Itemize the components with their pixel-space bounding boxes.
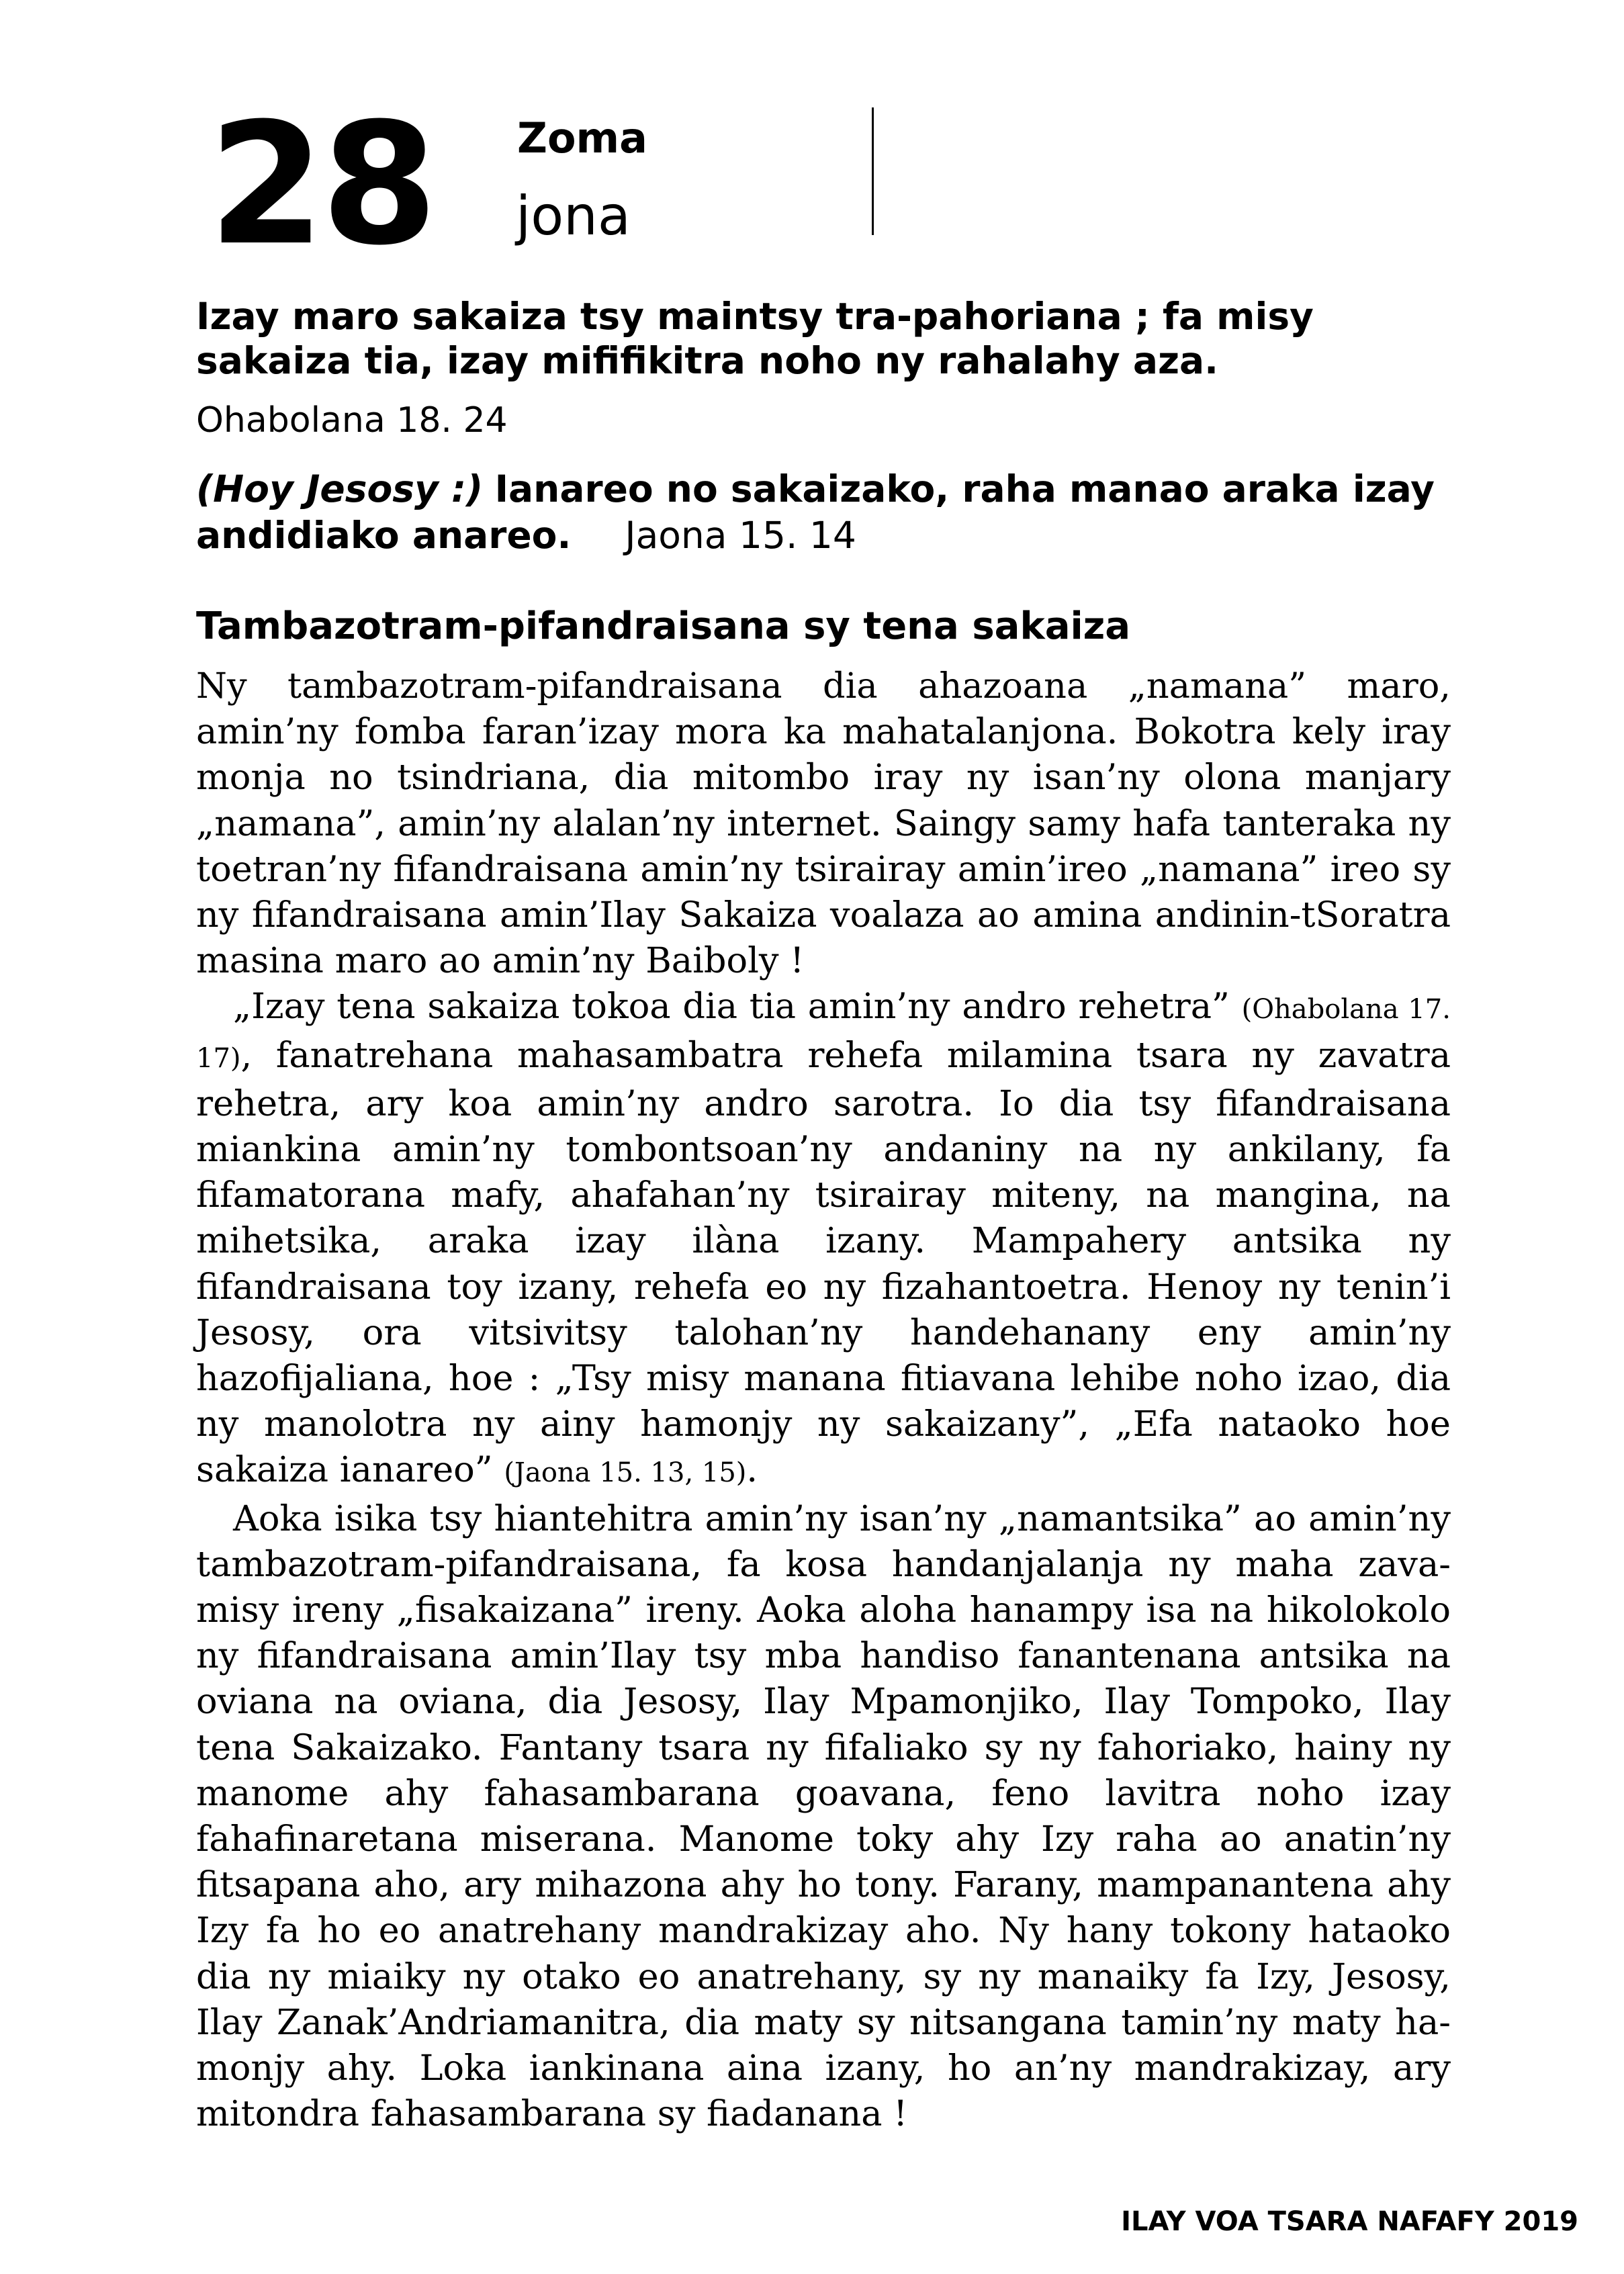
article-paragraph-3: Aoka isika tsy hiantehitra amin’ny isan’ny „namantsika” ao amin’ny tambazotram-pifandraisana, fa kosa handanjalanja ny maha zava-misy ireny „fisakaizana” ireny. Aoka aloha hanampy isa na hikolokolo ny fifandraisana amin’Ilay tsy mba handiso fanantenana antsika na oviana na oviana, dia Jesosy, Ilay Mpamonjiko, Ilay Tompoko, Ilay tena Sakaizako. Fantany tsara ny fifaliako sy ny fahoriako, hainy ny manome ahy fahasambarana goavana, feno lavitra noho izay fahafinaretana miserana. Manome toky ahy Izy raha ao anatin’ny fitsapana aho, ary mihazona ahy ho tony. Farany, mampanantena ahy Izy fa ho eo anatrehany mandrakizay aho. Ny hany tokony hataoko dia ny miaiky ny otako eo anatrehany, sy ny manaiky fa Izy, Jesosy, Ilay Zanak’Andriamanitra, dia maty sy nitsangana tamin’ny maty hamonjy ahy. Loka iankinana aina izany, ho an’ny mandrakizay, ary mitondra fahasambarana sy fiadanana !: [196, 1498, 1451, 2135]
article-paragraph-2: [196, 984, 1451, 1496]
article-paragraph-2-quote: „Izay tena sakaiza tokoa dia tia amin’ny andro rehetra”: [233, 986, 1230, 1028]
article-body: [196, 664, 1451, 2138]
date-weekday: Zoma: [517, 113, 647, 163]
footer-publication-title: ILAY VOA TSARA NAFAFY 2019: [1121, 2206, 1578, 2237]
article-paragraph-1: Ny tambazotram-pifandraisana dia ahazoana „namana” maro, amin’ny fomba faran’izay mora ka mahatalanjona. Bokotra kely iray monja no tsindriana, dia mitombo iray ny isan’ny olona manjary „namana”, amin’ny alalan’ny internet. Saingy samy hafa tanteraka ny toetran’ny fifandraisana amin’ny tsirairay amin’ireo „namana” ireo sy ny fifandraisana amin’Ilay Sakaiza voalaza ao amina andinin-tSoratra masina maro ao amin’ny Baiboly !: [196, 666, 1451, 982]
verse-2-text: Ianareo no sakaizako, raha manao araka izay andidiako anareo.: [196, 467, 1435, 557]
verse-2-reference: Jaona 15. 14: [625, 513, 856, 557]
verse-2: [196, 466, 1472, 559]
article-title: Tambazotram-pifandraisana sy tena sakaiza: [196, 604, 1131, 648]
article-paragraph-2-end: .: [746, 1449, 758, 1491]
date-month: jona: [516, 185, 631, 247]
date-day-number: 28: [208, 87, 434, 282]
article-paragraph-2-reference-2: (Jaona 15. 13, 15): [504, 1457, 747, 1489]
article-paragraph-2-reference: (Ohabolana 17. 17): [196, 994, 1451, 1074]
verse-1-reference: Ohabolana 18. 24: [196, 400, 508, 441]
header-divider: [872, 107, 874, 235]
article-paragraph-2-text: , fanatrehana mahasambatra rehefa milamina tsara ny zavatra rehetra, ary koa amin’ny andro sarotra. Io dia tsy fifandraisana miankina amin’ny tombontsoan’ny andaniny na ny ankilany, fa fifamatorana mafy, ahafahan’ny tsirairay miteny, na mangina, na mihetsika, araka izay ilàna izany. Mampahery antsika ny fifandraisana toy izany, rehefa eo ny fizahantoetra. Henoy ny tenin’i Jesosy, ora vitsivitsy talohan’ny handehanany eny amin’ny hazofijaliana, hoe : „Tsy misy manana fitiavana lehibe noho izao, dia ny manolotra ny ainy hamonjy ny sakaizany”, „Efa nataoko hoe sakaiza ianareo”: [196, 1034, 1451, 1491]
verse-2-speaker: (Hoy Jesosy :): [196, 467, 484, 510]
verse-1-text: Izay maro sakaiza tsy maintsy tra-pahoriana ; fa misy sakaiza tia, izay mififikitra noho ny rahalahy aza.: [196, 295, 1314, 382]
